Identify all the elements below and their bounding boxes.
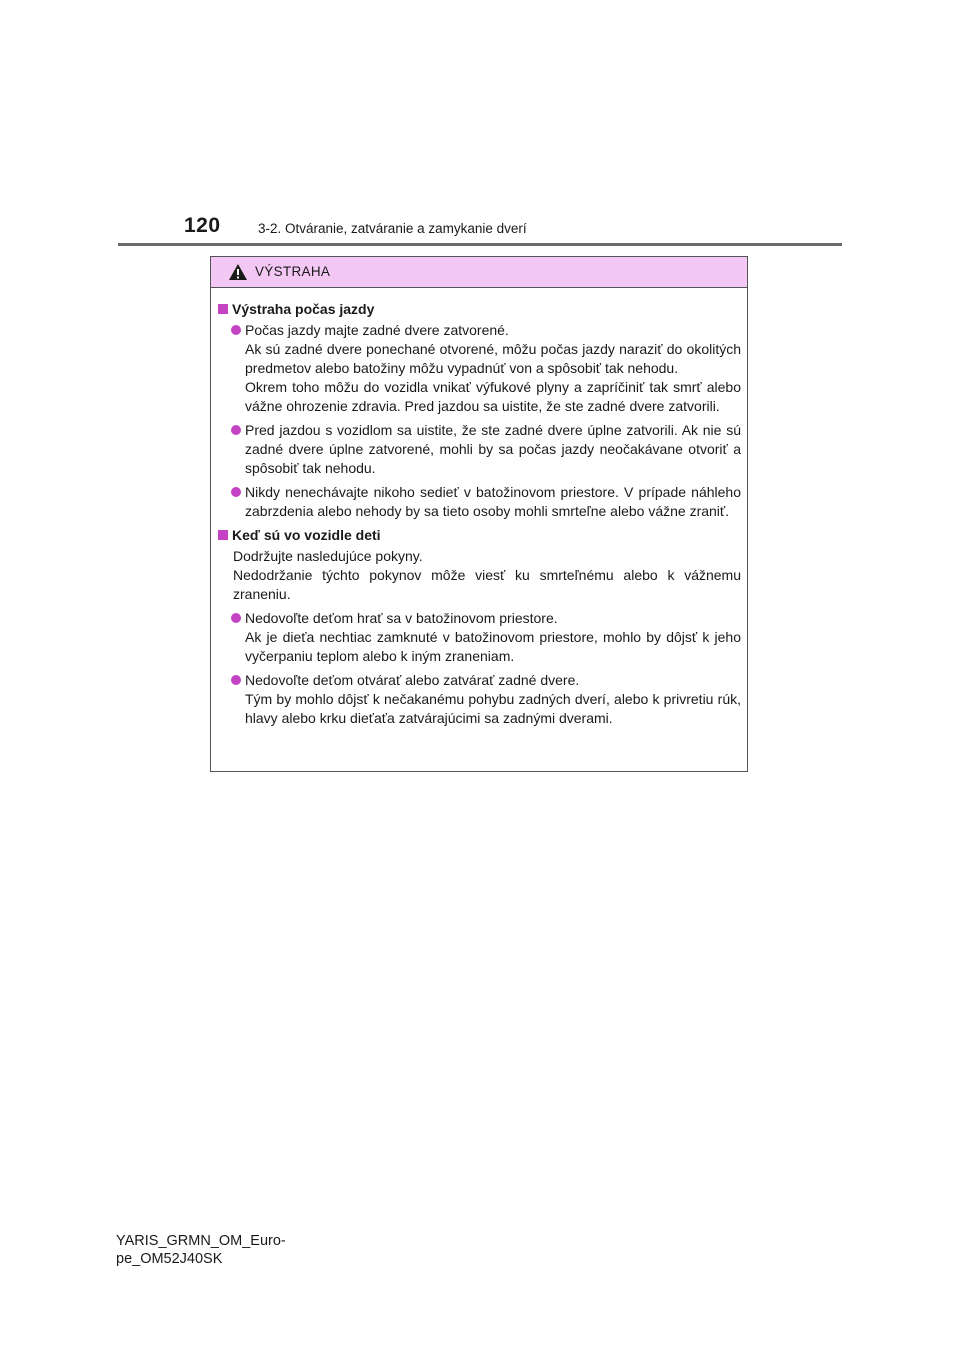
section-heading: Výstraha počas jazdy: [217, 300, 741, 319]
item-line: Tým by mohlo dôjsť k nečakanému pohybu zadných dverí, alebo k privretiu rúk, hlavy alebo krku dieťaťa zatvárajúcimi sa zadnými dverami.: [245, 691, 741, 726]
document-code-line: YARIS_GRMN_OM_Euro-: [116, 1233, 286, 1249]
list-item: [231, 421, 741, 478]
document-code: [116, 1232, 286, 1268]
page-number: 120: [184, 214, 221, 237]
warning-triangle-icon: [228, 263, 248, 281]
round-bullet-icon: [231, 487, 241, 497]
header-divider: [118, 243, 842, 246]
list-item: [231, 609, 741, 666]
round-bullet-icon: [231, 425, 241, 435]
item-line: Ak sú zadné dvere ponechané otvorené, môžu počas jazdy naraziť do okolitých predmetov alebo batožiny môžu vypadnúť von a spôsobiť tak nehodu.: [245, 341, 741, 376]
item-line: Nikdy nenechávajte nikoho sedieť v batožinovom priestore. V prípade náhleho zabrzdenia alebo nehody by sa tieto osoby mohli smrteľne alebo vážne zraniť.: [245, 484, 741, 519]
item-line: Počas jazdy majte zadné dvere zatvorené.: [245, 322, 509, 338]
square-bullet-icon: [218, 304, 228, 314]
item-line: Pred jazdou s vozidlom sa uistite, že ste zadné dvere úplne zatvorili. Ak nie sú zadné dvere úplne zatvorené, mohli by sa počas jazdy neočakávane otvoriť a spôsobiť tak nehodu.: [245, 422, 741, 476]
intro-line: Dodržujte nasledujúce pokyny.: [233, 548, 423, 564]
warning-box: [210, 256, 748, 772]
warning-header: [211, 257, 747, 288]
list-item: [231, 483, 741, 521]
round-bullet-icon: [231, 325, 241, 335]
square-bullet-icon: [218, 530, 228, 540]
warning-title: VÝSTRAHA: [255, 264, 331, 279]
section-heading: Keď sú vo vozidle deti: [217, 526, 741, 545]
item-line: Nedovoľte deťom hrať sa v batožinovom priestore.: [245, 610, 558, 626]
warning-body: [211, 288, 747, 728]
document-code-line: pe_OM52J40SK: [116, 1251, 223, 1267]
item-line: Nedovoľte deťom otvárať alebo zatvárať zadné dvere.: [245, 672, 580, 688]
list-item: [231, 321, 741, 416]
section-intro: [233, 547, 741, 604]
item-line: Okrem toho môžu do vozidla vnikať výfukové plyny a zapríčiniť tak smrť alebo vážne ohrozenie zdravia. Pred jazdou sa uistite, že ste zadné dvere zatvorili.: [245, 379, 741, 414]
section-title: 3-2. Otváranie, zatváranie a zamykanie dverí: [258, 221, 527, 236]
round-bullet-icon: [231, 675, 241, 685]
round-bullet-icon: [231, 613, 241, 623]
intro-line: Nedodržanie týchto pokynov môže viesť ku smrteľnému alebo k vážnemu zraneniu.: [233, 567, 741, 602]
list-item: [231, 671, 741, 728]
item-line: Ak je dieťa nechtiac zamknuté v batožinovom priestore, mohlo by dôjsť k jeho vyčerpaniu teplom alebo k iným zraneniam.: [245, 629, 741, 664]
